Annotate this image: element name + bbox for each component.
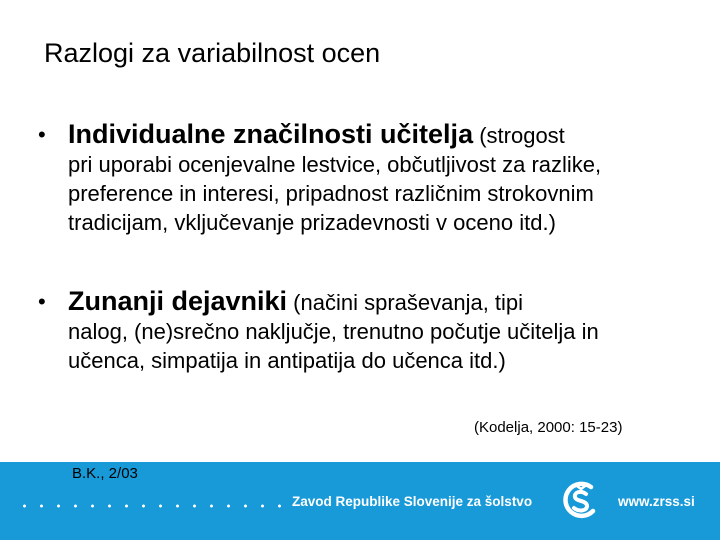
bullet-item: [38, 120, 678, 237]
bullet-first-line-text: (strogost: [473, 123, 565, 148]
zrss-logo-icon: [560, 478, 602, 524]
author-initials: B.K., 2/03: [72, 465, 138, 482]
bullet-first-line: [38, 120, 678, 150]
slide-title: Razlogi za variabilnost ocen: [44, 38, 381, 68]
website-url[interactable]: www.zrss.si: [618, 494, 695, 509]
bullet-heading: Zunanji dejavniki: [68, 286, 288, 316]
dotted-divider: [16, 504, 284, 508]
bullet-first-line-text: (načini spraševanja, tipi: [287, 290, 524, 315]
footer-bar: [0, 462, 720, 540]
citation: (Kodelja, 2000: 15-23): [474, 419, 623, 436]
bullet-first-line: [38, 287, 678, 317]
organization-name: Zavod Republike Slovenije za šolstvo: [292, 494, 533, 509]
bullet-continuation: nalog, (ne)srečno naključje, trenutno počutje učitelja in učenca, simpatija in antipatija do učenca itd.): [68, 319, 599, 373]
bullet-heading: Individualne značilnosti učitelja: [68, 119, 474, 149]
bullet-continuation: pri uporabi ocenjevalne lestvice, občutljivost za razlike, preference in interesi, pripadnost različnim strokovnim tradicijam, vključevanje prizadevnosti v oceno itd.): [68, 152, 602, 235]
bullet-dot-icon: •: [38, 122, 46, 147]
bullet-dot-icon: •: [38, 289, 46, 314]
bullet-item: [38, 287, 678, 375]
